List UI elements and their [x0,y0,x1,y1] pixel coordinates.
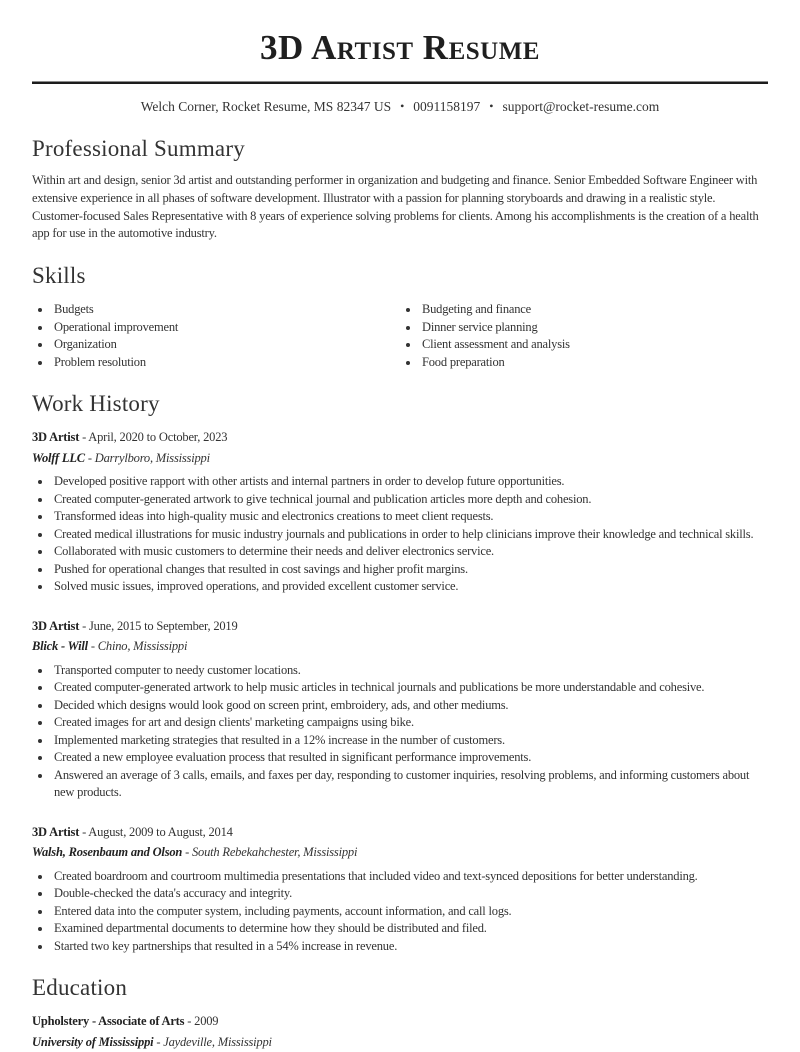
skills-list-left [32,301,400,371]
job-bullet: • Created medical illustrations for music industry journals and publications in order to help clinicians improve their knowledge and technical skills. [52,526,768,544]
job-location: - South Rebekahchester, Mississippi [185,845,358,860]
job-location: - Chino, Mississippi [90,639,188,654]
education-location: - Jaydeville, Mississippi [156,1034,272,1049]
job-bullet: • Transformed ideas into high-quality music and electronics creations to meet client requests. [52,508,768,526]
job-bullet: • Double-checked the data's accuracy and integrity. [52,885,768,903]
contact-line [32,98,768,116]
contact-separator-dot: • [489,99,494,113]
education-school: University of Mississippi [32,1034,154,1049]
job-bullet: • Created boardroom and courtroom multimedia presentations that included video and text-synced depositions for better understanding. [52,868,768,886]
header-divider [32,81,768,84]
skill-item: • Problem resolution [52,354,400,372]
resume-header [32,30,768,116]
job-dates: - August, 2009 to August, 2014 [82,824,233,839]
professional-summary-section [32,136,768,243]
job-bullet: • Implemented marketing strategies that resulted in a 12% increase in the number of customers. [52,732,768,750]
job-company: Blick - Will [32,639,88,654]
job-bullet: • Started two key partnerships that resulted in a 54% increase in revenue. [52,938,768,956]
job-company-line [32,842,768,863]
skill-item: • Food preparation [420,354,768,372]
skill-item: • Operational improvement [52,319,400,337]
contact-phone: 0091158197 [413,99,481,114]
job-title-line [32,822,768,843]
education-school-line [32,1032,768,1052]
job-title: 3D Artist [32,430,80,445]
section-heading-skills: Skills [32,263,86,289]
job-bullet: • Created computer-generated artwork to give technical journal and publication articles more depth and cohesion. [52,491,768,509]
contact-email: support@rocket-resume.com [502,99,660,114]
job-company: Wolff LLC [32,450,85,465]
education-year: - 2009 [187,1014,219,1029]
contact-separator-dot: • [400,99,405,113]
work-history-section [32,391,768,955]
skills-list-right [400,301,768,371]
skill-item: • Client assessment and analysis [420,336,768,354]
job-bullet-list [32,868,768,956]
job-bullet: • Created a new employee evaluation process that resulted in significant performance improvements. [52,749,768,767]
skills-columns [32,299,768,371]
job-bullet: • Pushed for operational changes that resulted in cost savings and higher profit margins. [52,561,768,579]
skill-item: • Organization [52,336,400,354]
professional-summary-text: Within art and design, senior 3d artist and outstanding performer in organization and budgeting and finance. Senior Embedded Software Engineer with extensive experience in all phases of software development. Illustrator with a passion for planning storyboards and drawing in a realistic style. Customer-focused Sales Representative with 8 years of experience solving problems for clients. Among his accomplishments is the creation of a health app for use in the automotive industry. [32,173,759,241]
job-bullet: • Examined departmental documents to determine how they should be distributed and filed. [52,920,768,938]
job-bullet: • Decided which designs would look good on screen print, embroidery, ads, and other mediums. [52,697,768,715]
job-bullet: • Collaborated with music customers to determine their needs and deliver electronics service. [52,543,768,561]
skill-item: • Budgeting and finance [420,301,768,319]
page-title: 3D Artist Resume [260,28,540,67]
job-bullet: • Entered data into the computer system, including payments, account information, and call logs. [52,903,768,921]
job-entry-3 [32,822,768,956]
education-degree: Upholstery - Associate of Arts [32,1014,185,1029]
job-bullet: • Created images for art and design clients' marketing campaigns using bike. [52,714,768,732]
job-title: 3D Artist [32,618,80,633]
job-entry-1 [32,427,768,596]
job-dates: - June, 2015 to September, 2019 [82,618,238,633]
job-bullet: • Solved music issues, improved operations, and provided excellent customer service. [52,578,768,596]
section-heading-education: Education [32,975,128,1001]
job-company: Walsh, Rosenbaum and Olson [32,845,183,860]
job-bullet-list [32,473,768,596]
job-bullet: • Answered an average of 3 calls, emails, and faxes per day, responding to customer inquiries, resolving problems, and informing customers about new products. [52,767,768,802]
section-heading-work-history: Work History [32,391,160,417]
skill-item: • Dinner service planning [420,319,768,337]
education-section [32,975,768,1052]
job-bullet-list [32,662,768,802]
job-title: 3D Artist [32,824,80,839]
job-bullet: • Created computer-generated artwork to help music articles in technical journals and publications be more understandable and cohesive. [52,679,768,697]
job-title-line [32,616,768,637]
skills-section [32,263,768,371]
section-heading-professional-summary: Professional Summary [32,136,245,161]
job-dates: - April, 2020 to October, 2023 [82,430,228,445]
contact-address: Welch Corner, Rocket Resume, MS 82347 US [140,99,392,114]
job-entry-2 [32,616,768,802]
job-company-line [32,636,768,657]
job-title-line [32,427,768,448]
job-company-line [32,448,768,469]
education-degree-line [32,1011,768,1032]
job-location: - Darrylboro, Mississippi [87,450,210,465]
skill-item: • Budgets [52,301,400,319]
job-bullet: • Developed positive rapport with other artists and internal partners in order to develop future opportunities. [52,473,768,491]
job-bullet: • Transported computer to needy customer locations. [52,662,768,680]
